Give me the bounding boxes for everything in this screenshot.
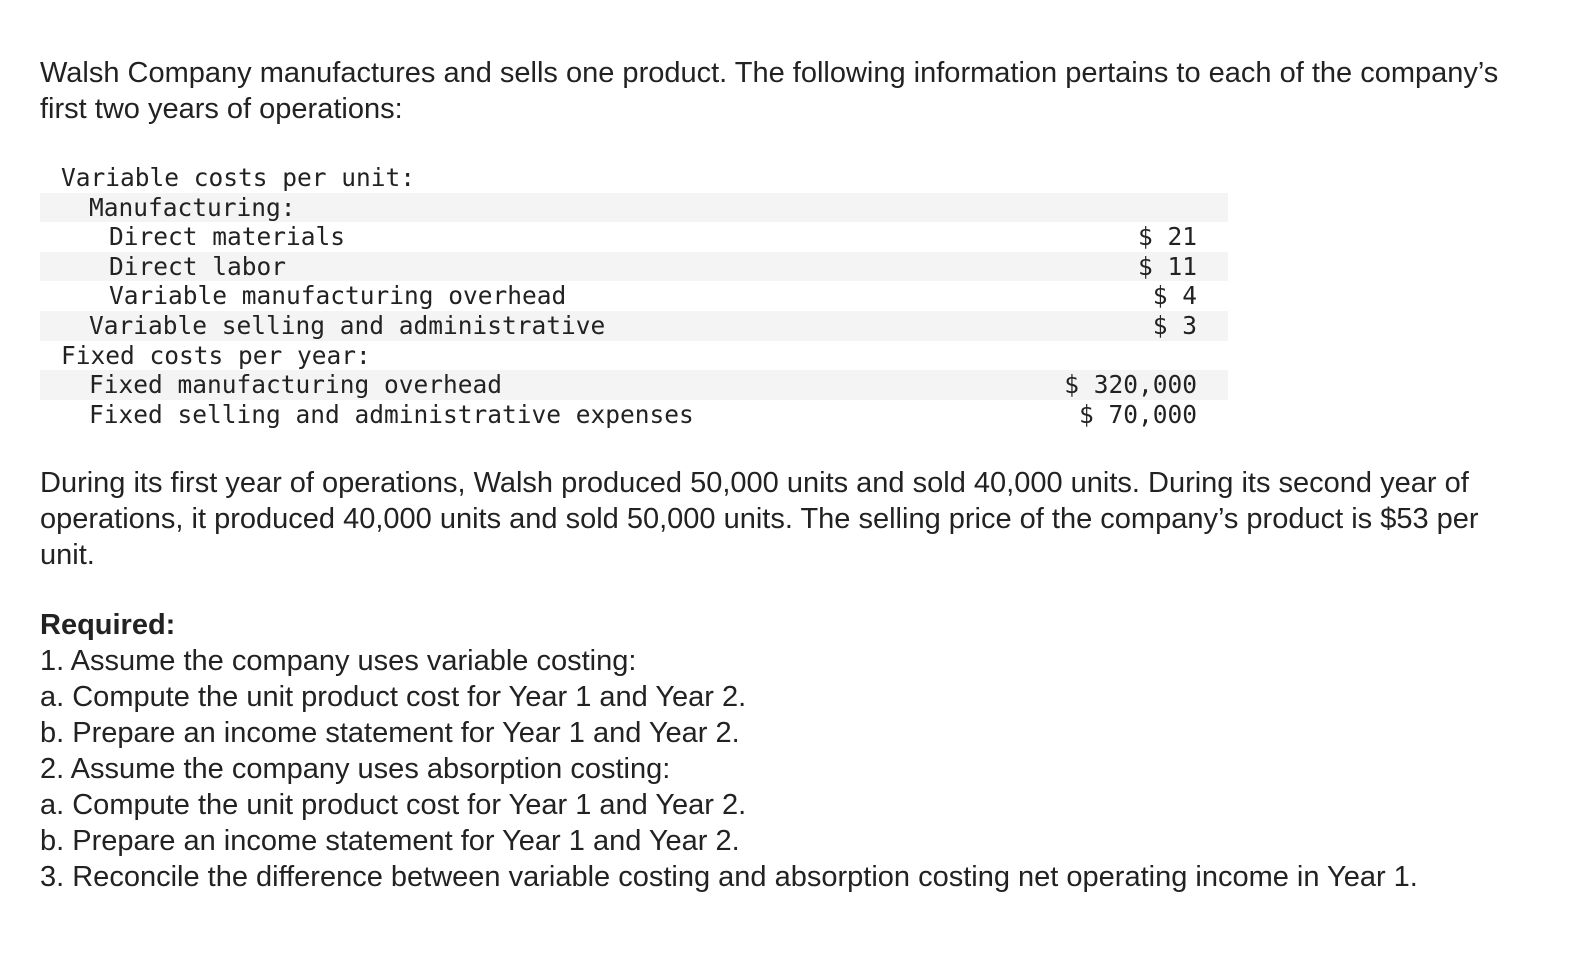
manufacturing-heading: Manufacturing:: [89, 192, 296, 222]
requirement-item: 2. Assume the company uses absorption costing:: [40, 753, 671, 785]
direct-materials-amount: $ 21: [1137, 222, 1197, 252]
fixed-mfg-overhead-label: Fixed manufacturing overhead: [89, 370, 503, 400]
direct-materials-label: Direct materials: [109, 222, 346, 252]
table-row: [40, 370, 1228, 400]
requirement-item: b. Prepare an income statement for Year 1 and Year 2.: [40, 717, 740, 749]
table-row: [40, 252, 1228, 282]
fixed-sga-label: Fixed selling and administrative expenses: [89, 399, 694, 429]
table-row: [40, 341, 1228, 371]
fixed-sga-amount: $ 70,000: [1078, 399, 1197, 429]
cost-data-table: [40, 163, 1228, 429]
direct-labor-amount: $ 11: [1137, 251, 1197, 281]
fixed-costs-heading: Fixed costs per year:: [61, 340, 371, 370]
variable-costs-heading: Variable costs per unit:: [61, 163, 416, 192]
required-section: [40, 607, 1540, 895]
intro-paragraph: Walsh Company manufactures and sells one product. The following information pertains to each of the company’s first two years of operations:: [40, 57, 1499, 125]
requirement-item: 3. Reconcile the difference between variable costing and absorption costing net operating income in Year 1.: [40, 861, 1418, 893]
table-row: [40, 311, 1228, 341]
table-row: [40, 193, 1228, 223]
variable-sga-amount: $ 3: [1152, 310, 1197, 340]
requirement-item: 1. Assume the company uses variable costing:: [40, 645, 637, 677]
table-row: [40, 400, 1228, 430]
variable-mfg-overhead-amount: $ 4: [1152, 281, 1197, 311]
operations-paragraph: During its first year of operations, Walsh produced 50,000 units and sold 40,000 units. During its second year of operations, it produced 40,000 units and sold 50,000 units. The selling price of the company’s product is $53 per unit.: [40, 467, 1479, 571]
fixed-mfg-overhead-amount: $ 320,000: [1064, 370, 1197, 400]
variable-mfg-overhead-label: Variable manufacturing overhead: [109, 281, 567, 311]
requirement-item: a. Compute the unit product cost for Year 1 and Year 2.: [40, 681, 747, 713]
requirement-item: b. Prepare an income statement for Year 1 and Year 2.: [40, 825, 740, 857]
table-row: [40, 222, 1228, 252]
table-row: [40, 163, 1228, 193]
required-heading: Required:: [40, 609, 176, 641]
variable-sga-label: Variable selling and administrative: [89, 310, 606, 340]
direct-labor-label: Direct labor: [109, 251, 287, 281]
table-row: [40, 281, 1228, 311]
requirement-item: a. Compute the unit product cost for Year 1 and Year 2.: [40, 789, 747, 821]
